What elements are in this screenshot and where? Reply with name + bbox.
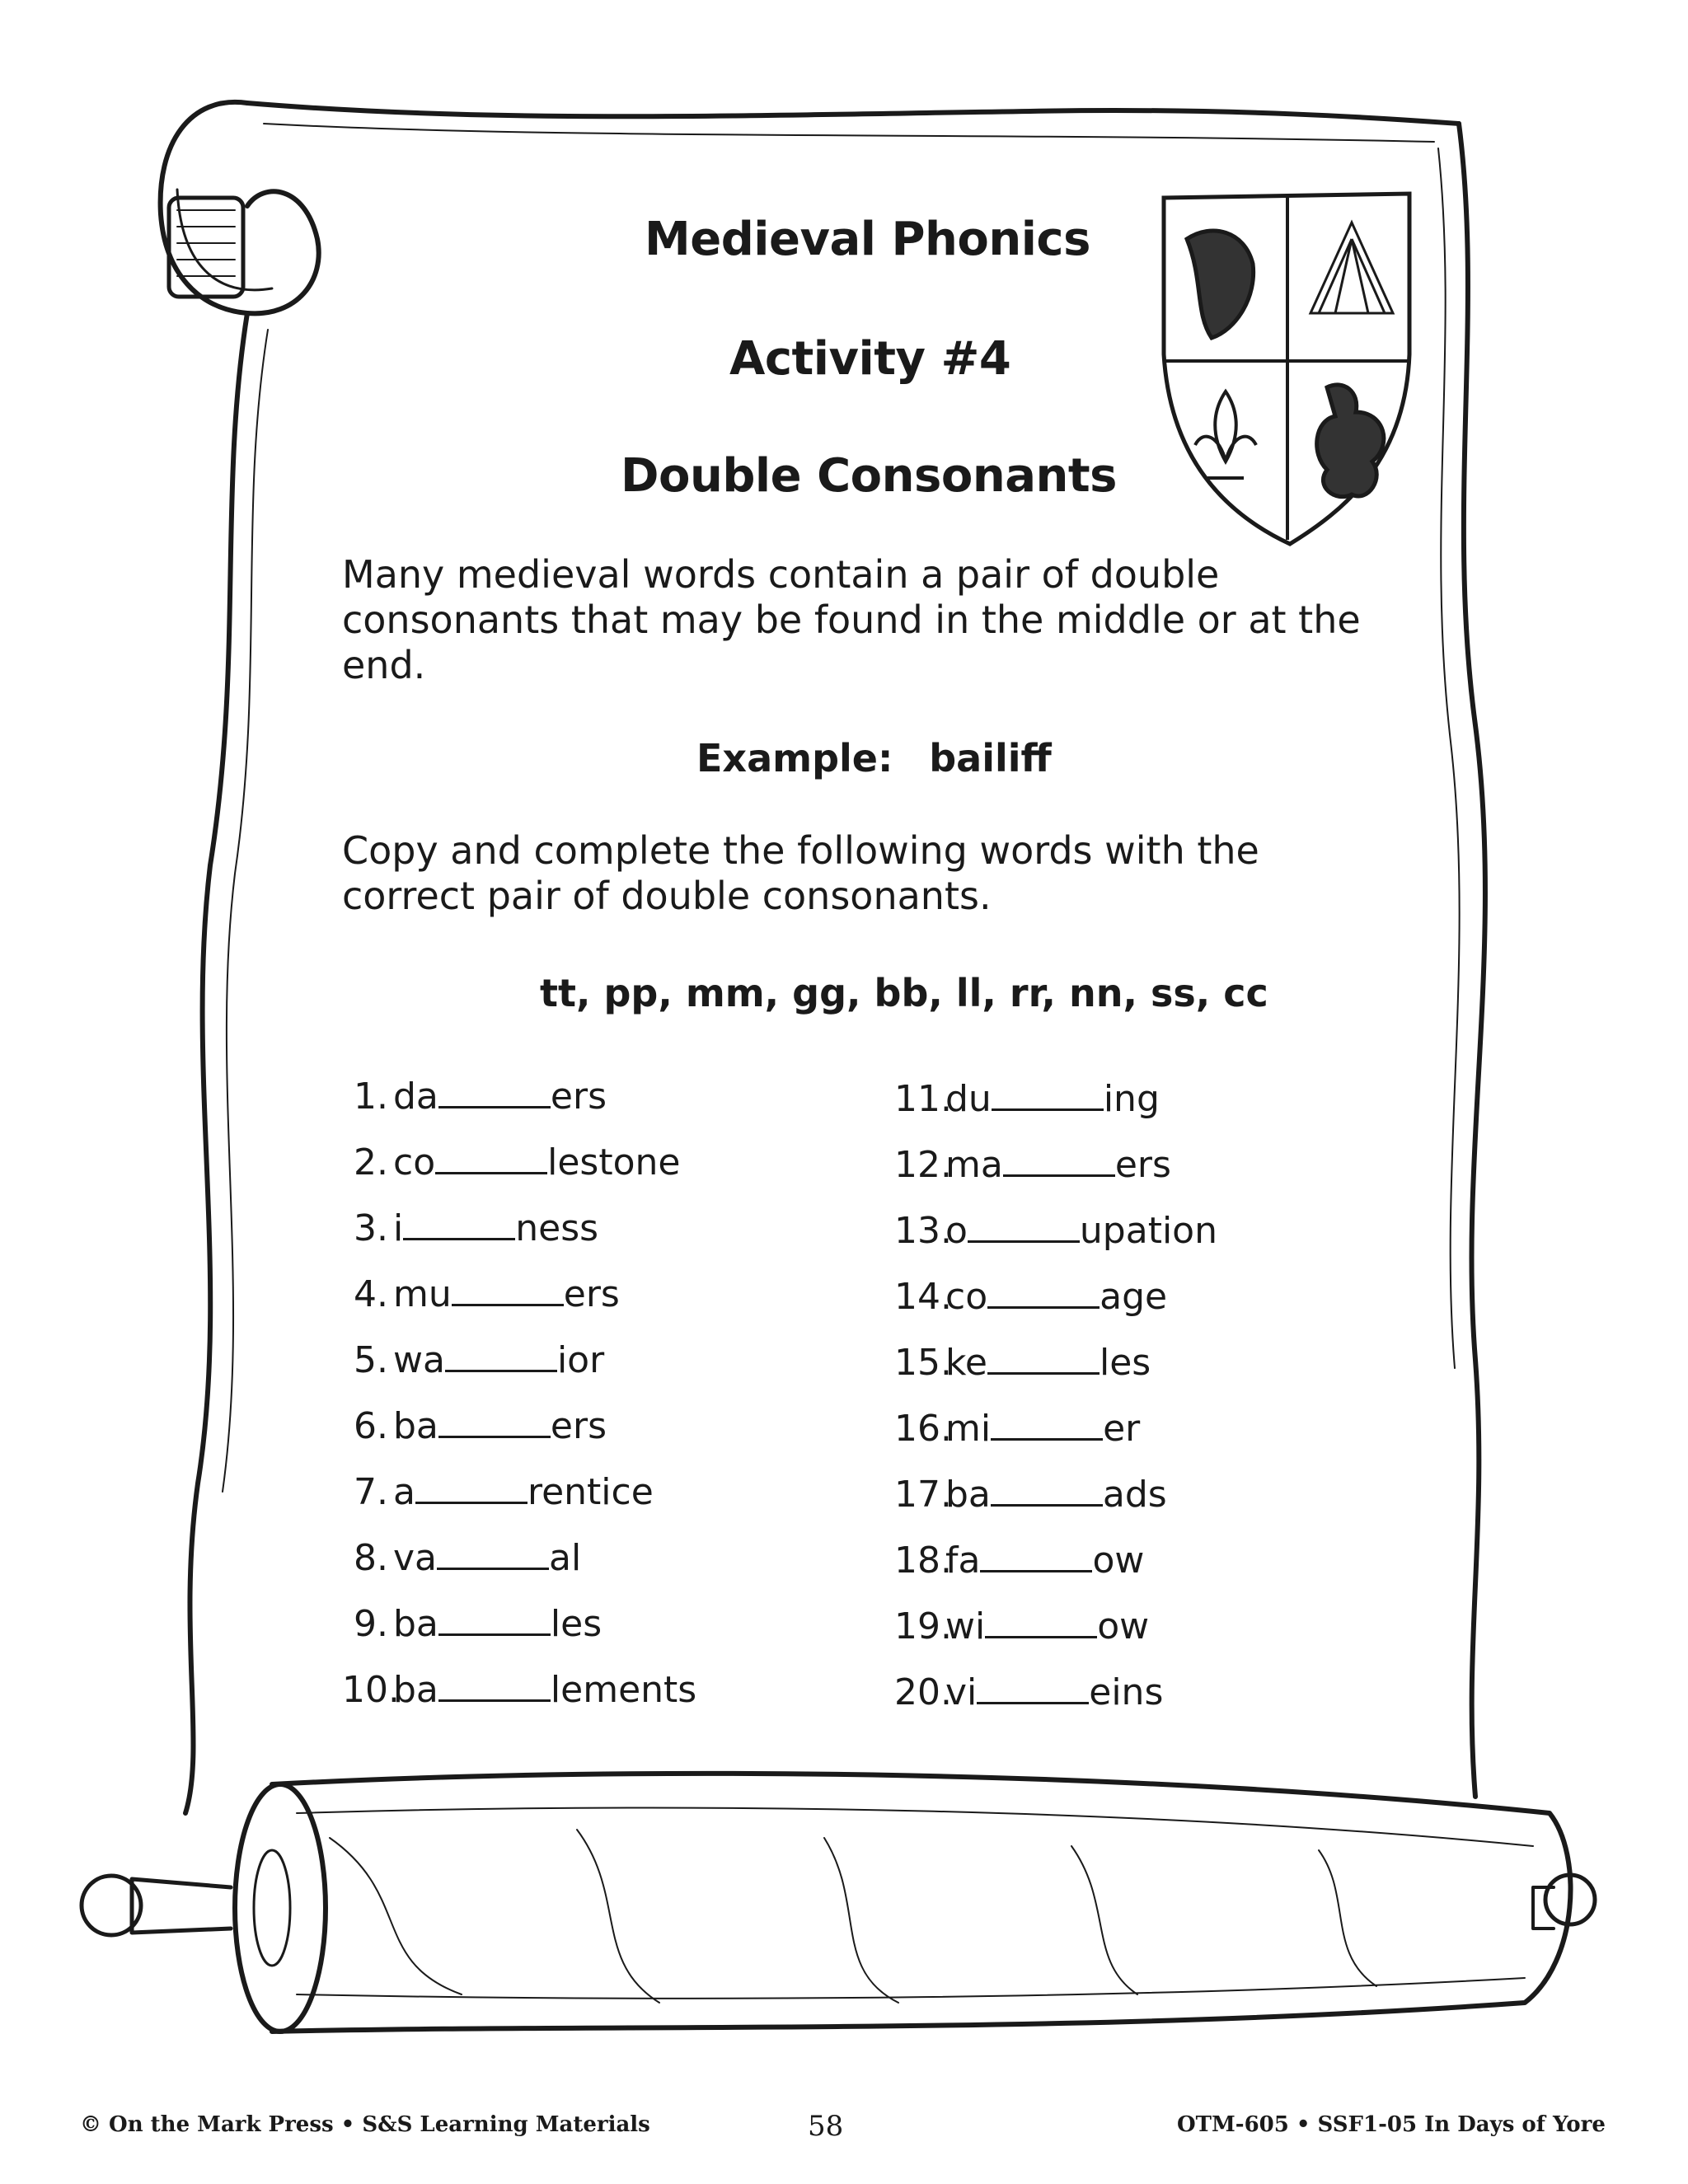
answer-blank[interactable] <box>438 1605 551 1636</box>
answer-blank[interactable] <box>977 1674 1089 1704</box>
num: 20. <box>894 1671 952 1713</box>
word-prefix: fa <box>945 1540 981 1582</box>
word-suffix: les <box>1099 1342 1151 1384</box>
word-suffix: les <box>550 1603 603 1645</box>
scroll-bottom-roller <box>272 1774 1570 2032</box>
word-prefix: vi <box>945 1671 978 1713</box>
num: 9. <box>354 1603 388 1645</box>
footer-publication-code: OTM-605 • SSF1-05 In Days of Yore <box>1177 2112 1606 2137</box>
word-suffix: ads <box>1102 1474 1167 1516</box>
num: 6. <box>354 1405 388 1447</box>
answer-blank[interactable] <box>985 1608 1097 1638</box>
example-line <box>696 736 1052 781</box>
example-label: Example: <box>696 736 893 780</box>
word-item <box>342 1537 581 1579</box>
word-suffix: ior <box>556 1339 605 1381</box>
num: 19. <box>894 1605 952 1647</box>
word-suffix: al <box>549 1537 582 1579</box>
answer-blank[interactable] <box>452 1276 564 1306</box>
word-prefix: mi <box>945 1408 992 1450</box>
num: 13. <box>894 1210 952 1252</box>
word-item <box>894 1474 1167 1516</box>
word-suffix: upation <box>1079 1210 1217 1252</box>
word-item <box>894 1342 1151 1384</box>
word-suffix: ers <box>550 1405 607 1447</box>
coat-of-arms-icon <box>1164 194 1409 544</box>
word-prefix: ba <box>393 1405 438 1447</box>
answer-blank[interactable] <box>987 1278 1100 1309</box>
word-suffix: lestone <box>547 1141 681 1183</box>
word-item <box>342 1076 607 1118</box>
word-prefix: ba <box>393 1669 438 1711</box>
word-suffix: ow <box>1097 1605 1150 1647</box>
word-item <box>342 1141 680 1183</box>
answer-blank[interactable] <box>435 1144 547 1174</box>
word-prefix: ma <box>945 1144 1003 1186</box>
word-suffix: ness <box>515 1207 599 1249</box>
word-suffix: eins <box>1089 1671 1164 1713</box>
answer-blank[interactable] <box>438 1671 551 1702</box>
answer-blank[interactable] <box>991 1476 1103 1507</box>
num: 11. <box>894 1078 952 1120</box>
num: 8. <box>354 1537 388 1579</box>
answer-blank[interactable] <box>403 1210 515 1240</box>
scroll-top-curl <box>161 102 319 313</box>
word-item <box>342 1471 654 1513</box>
num: 10. <box>342 1669 400 1711</box>
word-prefix: ke <box>945 1342 987 1384</box>
word-prefix: wi <box>945 1605 986 1647</box>
word-suffix: ow <box>1092 1540 1145 1582</box>
word-prefix: wa <box>393 1339 445 1381</box>
word-suffix: er <box>1103 1408 1141 1450</box>
answer-blank[interactable] <box>1003 1146 1115 1177</box>
page-title: Medieval Phonics <box>645 213 1090 266</box>
word-suffix: ing <box>1103 1078 1160 1120</box>
intro-paragraph: Many medieval words contain a pair of double consonants that may be found in the middle or at the end. <box>342 552 1361 687</box>
word-item <box>894 1078 1160 1120</box>
word-suffix: ers <box>1114 1144 1171 1186</box>
num: 15. <box>894 1342 952 1384</box>
instructions-paragraph: Copy and complete the following words with the correct pair of double consonants. <box>342 828 1259 918</box>
answer-blank[interactable] <box>992 1080 1104 1111</box>
activity-number: Activity #4 <box>729 332 1011 386</box>
word-prefix: ba <box>945 1474 991 1516</box>
topic-heading: Double Consonants <box>621 449 1117 503</box>
word-item <box>894 1276 1167 1318</box>
num: 1. <box>354 1076 388 1118</box>
answer-blank[interactable] <box>980 1542 1092 1572</box>
word-item <box>342 1603 602 1645</box>
word-item <box>342 1273 620 1315</box>
word-prefix: mu <box>393 1273 452 1315</box>
word-item <box>894 1540 1144 1582</box>
example-word: bailiff <box>929 736 1052 780</box>
word-suffix: ers <box>563 1273 620 1315</box>
word-item <box>894 1144 1171 1186</box>
word-suffix: ers <box>550 1076 607 1118</box>
word-item <box>342 1339 604 1381</box>
word-suffix: lements <box>550 1669 697 1711</box>
word-prefix: da <box>393 1076 438 1118</box>
answer-blank[interactable] <box>987 1344 1100 1375</box>
num: 2. <box>354 1141 388 1183</box>
num: 12. <box>894 1144 952 1186</box>
answer-blank[interactable] <box>438 1078 551 1108</box>
word-item <box>342 1207 598 1249</box>
num: 4. <box>354 1273 388 1315</box>
num: 17. <box>894 1474 952 1516</box>
answer-blank[interactable] <box>415 1474 528 1504</box>
footer-page-number: 58 <box>808 2110 844 2143</box>
num: 5. <box>354 1339 388 1381</box>
word-prefix: va <box>393 1537 438 1579</box>
num: 3. <box>354 1207 388 1249</box>
footer-copyright: © On the Mark Press • S&S Learning Materials <box>80 2112 650 2137</box>
word-prefix: ba <box>393 1603 438 1645</box>
answer-blank[interactable] <box>445 1342 557 1372</box>
word-prefix: co <box>945 1276 988 1318</box>
consonant-choices: tt, pp, mm, gg, bb, ll, rr, nn, ss, cc <box>540 971 1268 1015</box>
word-prefix: i <box>393 1207 404 1249</box>
num: 18. <box>894 1540 952 1582</box>
answer-blank[interactable] <box>991 1410 1103 1441</box>
word-item <box>894 1605 1149 1647</box>
word-prefix: co <box>393 1141 436 1183</box>
answer-blank[interactable] <box>437 1540 549 1570</box>
word-prefix: o <box>945 1210 968 1252</box>
word-suffix: rentice <box>527 1471 654 1513</box>
answer-blank[interactable] <box>438 1408 551 1438</box>
word-item <box>342 1405 607 1447</box>
word-item <box>894 1210 1217 1252</box>
word-prefix: a <box>393 1471 415 1513</box>
word-item <box>894 1408 1140 1450</box>
num: 14. <box>894 1276 952 1318</box>
num: 7. <box>354 1471 388 1513</box>
word-item <box>342 1669 696 1711</box>
num: 16. <box>894 1408 952 1450</box>
answer-blank[interactable] <box>968 1212 1080 1243</box>
word-item <box>894 1671 1163 1713</box>
word-suffix: age <box>1100 1276 1168 1318</box>
word-prefix: du <box>945 1078 992 1120</box>
